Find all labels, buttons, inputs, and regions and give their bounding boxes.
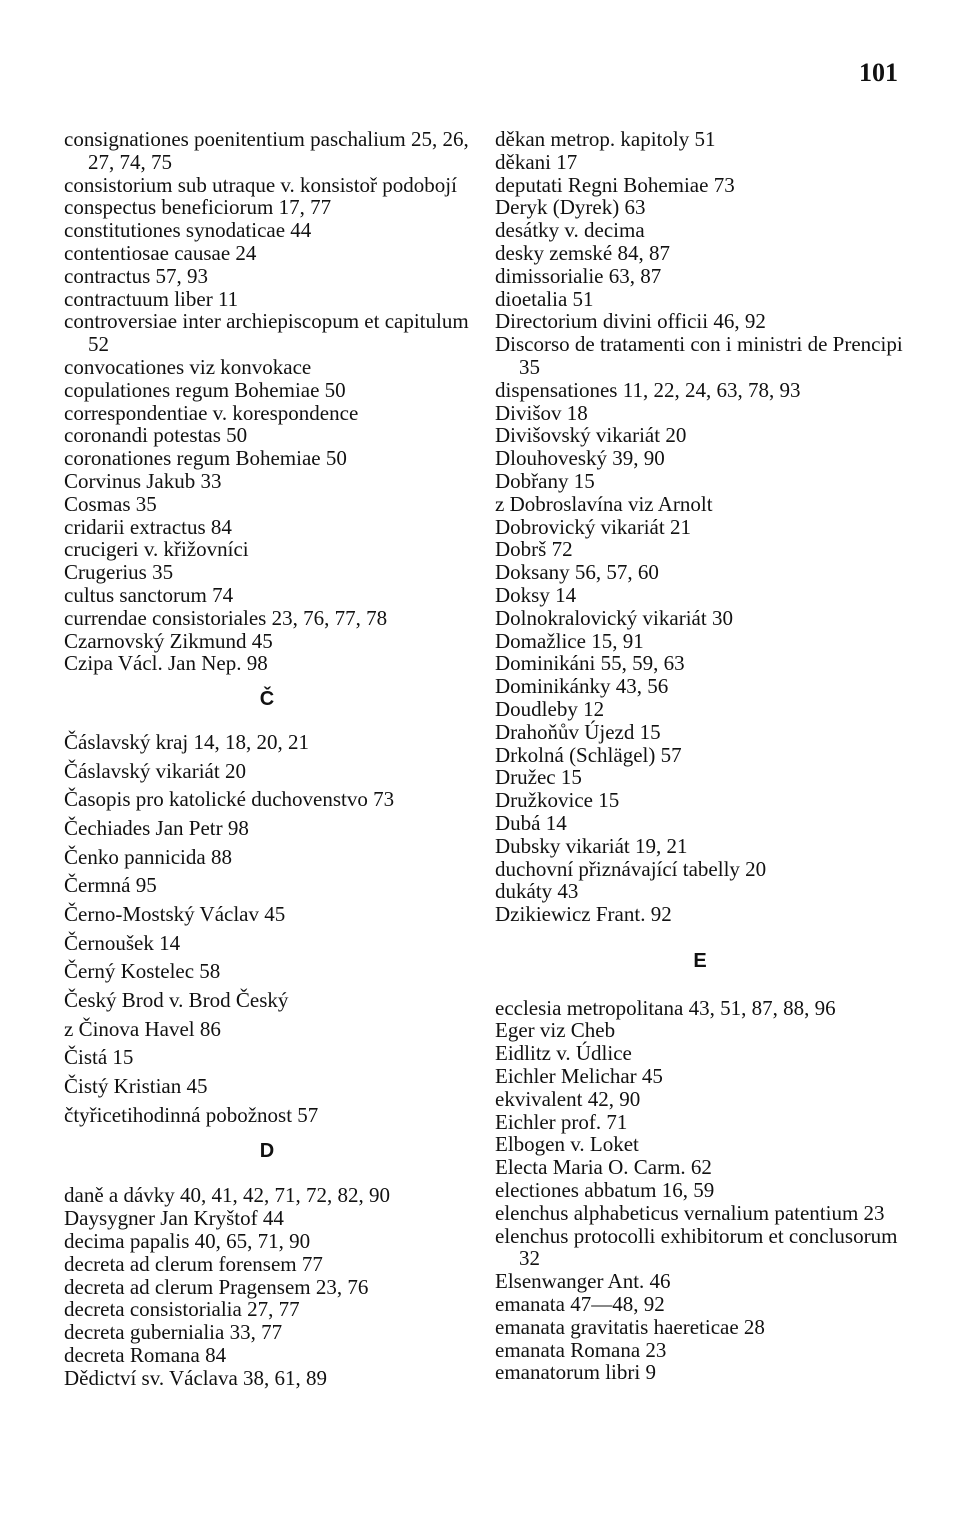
index-entry: decreta ad clerum Pragensem 23, 76 (64, 1274, 369, 1299)
index-entry: Eger viz Cheb (495, 1018, 616, 1043)
index-entry: contractus 57, 93 (64, 263, 209, 288)
index-entry: Čenko pannicida 88 (64, 844, 232, 869)
index-entry: Český Brod v. Brod Český (64, 988, 289, 1013)
section-heading-e: E (693, 949, 707, 972)
index-entry: coronationes regum Bohemiae 50 (64, 446, 347, 471)
index-entry: Doudleby 12 (495, 696, 605, 721)
index-entry: cridarii extractus 84 (64, 514, 232, 539)
index-entry: Dzikiewicz Frant. 92 (495, 902, 672, 927)
index-entry: Dlouhoveský 39, 90 (495, 446, 665, 471)
index-entry: Dědictví sv. Václava 38, 61, 89 (64, 1365, 328, 1390)
index-entry: Cosmas 35 (64, 491, 157, 516)
index-entry: Družkovice 15 (495, 788, 620, 813)
index-entry: Doksy 14 (495, 582, 577, 607)
index-entry: ekvivalent 42, 90 (495, 1086, 641, 1111)
index-entry: elenchus protocolli exhibitorum et conclusorum 32 (495, 1223, 898, 1271)
index-entry: electiones abbatum 16, 59 (495, 1178, 715, 1203)
index-entry: Dobrovický vikariát 21 (495, 514, 691, 539)
index-entry: consistorium sub utraque v. konsistoř podobojí (64, 172, 457, 197)
index-entry: Dobřany 15 (495, 468, 595, 493)
index-entry: emanata Romana 23 (495, 1337, 667, 1362)
index-entry: Czarnovský Zikmund 45 (64, 628, 273, 653)
index-entry: Divišov 18 (495, 400, 588, 425)
index-entry: z Činova Havel 86 (64, 1016, 221, 1041)
index-entry: copulationes regum Bohemiae 50 (64, 377, 346, 402)
index-entry: coronandi potestas 50 (64, 423, 248, 448)
index-entry: Černý Kostelec 58 (64, 959, 221, 984)
index-entry: Eichler prof. 71 (495, 1109, 628, 1134)
entries-d-right (495, 128, 905, 926)
index-entry: contractuum liber 11 (64, 286, 239, 311)
index-entry: Dubsky vikariát 19, 21 (495, 833, 688, 858)
index-entry: decreta gubernialia 33, 77 (64, 1320, 283, 1345)
index-entry: crucigeri v. křižovníci (64, 537, 249, 562)
page-number: 101 (859, 58, 898, 87)
index-entry: Čáslavský vikariát 20 (64, 758, 246, 783)
index-entry: currendae consistoriales 23, 76, 77, 78 (64, 605, 388, 630)
index-column-left (64, 128, 470, 1390)
section-heading-c-caron: Č (259, 688, 275, 711)
index-entry: Drahoňův Újezd 15 (495, 719, 661, 744)
index-entry: dioetalia 51 (495, 286, 594, 311)
index-entry: contentiosae causae 24 (64, 240, 257, 265)
index-entry: Dubá 14 (495, 810, 567, 835)
index-entry: correspondentiae v. korespondence (64, 400, 359, 425)
section-heading-d: D (259, 1139, 275, 1162)
entries-d-left (64, 1184, 470, 1389)
index-entry: emanatorum libri 9 (495, 1360, 656, 1385)
index-entry: Elsenwanger Ant. 46 (495, 1269, 671, 1294)
index-entry: Čáslavský kraj 14, 18, 20, 21 (64, 729, 309, 754)
index-entry: Czipa Václ. Jan Nep. 98 (64, 651, 268, 676)
index-entry: consignationes poenitentium paschalium 25, 26, 27, 74, 75 (64, 127, 469, 174)
index-entry: cultus sanctorum 74 (64, 582, 234, 607)
index-entry: Čistá 15 (64, 1045, 134, 1070)
index-entry: Daysygner Jan Kryštof 44 (64, 1206, 284, 1231)
index-entry: Eidlitz v. Údlice (495, 1041, 632, 1066)
index-entry: Domažlice 15, 91 (495, 628, 644, 653)
index-entry: Časopis pro katolické duchovenstvo 73 (64, 787, 395, 812)
entries-e (495, 997, 905, 1385)
index-entry: decreta ad clerum forensem 77 (64, 1251, 323, 1276)
index-entry: Dominikánky 43, 56 (495, 674, 669, 699)
index-entry: děkani 17 (495, 149, 578, 174)
index-entry: duchovní přiznávající tabelly 20 (495, 856, 767, 881)
index-entry: Čermná 95 (64, 873, 157, 898)
index-entry: Corvinus Jakub 33 (64, 468, 222, 493)
index-entry: Dobrš 72 (495, 537, 573, 562)
index-entry: constitutiones synodaticae 44 (64, 218, 312, 243)
index-entry: Discorso de tratamenti con i ministri de Prencipi 35 (495, 332, 903, 379)
index-entry: desátky v. decima (495, 218, 645, 243)
entries-c-caron (64, 731, 470, 1127)
index-entry: z Dobroslavína viz Arnolt (495, 491, 713, 516)
index-entry: Crugerius 35 (64, 560, 174, 585)
index-entry: convocationes viz konvokace (64, 354, 312, 379)
index-entry: deputati Regni Bohemiae 73 (495, 172, 735, 197)
index-entry: Černo-Mostský Václav 45 (64, 902, 286, 927)
index-entry: Černoušek 14 (64, 930, 181, 955)
index-entry: Elbogen v. Loket (495, 1132, 639, 1157)
index-entry: decima papalis 40, 65, 71, 90 (64, 1229, 311, 1254)
index-entry: Electa Maria O. Carm. 62 (495, 1155, 712, 1180)
index-column-right (495, 128, 905, 1384)
index-entry: emanata gravitatis haereticae 28 (495, 1314, 765, 1339)
index-entry: dukáty 43 (495, 879, 579, 904)
index-entry: čtyřicetihodinná pobožnost 57 (64, 1102, 319, 1127)
index-entry: Družec 15 (495, 765, 582, 790)
index-entry: Doksany 56, 57, 60 (495, 560, 659, 585)
index-entry: ecclesia metropolitana 43, 51, 87, 88, 96 (495, 995, 836, 1020)
index-entry: děkan metrop. kapitoly 51 (495, 127, 716, 151)
index-entry: Drkolná (Schlägel) 57 (495, 742, 682, 767)
index-entry: dispensationes 11, 22, 24, 63, 78, 93 (495, 377, 801, 402)
index-entry: Divišovský vikariát 20 (495, 423, 687, 448)
entries-c-latin (64, 128, 470, 675)
index-entry: Eichler Melichar 45 (495, 1064, 663, 1089)
index-entry: decreta Romana 84 (64, 1343, 227, 1368)
index-entry: desky zemské 84, 87 (495, 240, 670, 265)
index-entry: controversiae inter archiepiscopum et capitulum 52 (64, 309, 469, 357)
index-entry: Directorium divini officii 46, 92 (495, 309, 766, 334)
index-entry: Čechiades Jan Petr 98 (64, 815, 249, 840)
index-entry: Dominikáni 55, 59, 63 (495, 651, 685, 676)
index-entry: decreta consistorialia 27, 77 (64, 1297, 300, 1322)
index-entry: elenchus alphabeticus vernalium patentium 23 (495, 1200, 885, 1225)
index-entry: conspectus beneficiorum 17, 77 (64, 195, 332, 220)
index-entry: daně a dávky 40, 41, 42, 71, 72, 82, 90 (64, 1183, 391, 1208)
index-entry: Čistý Kristian 45 (64, 1074, 208, 1099)
index-entry: dimissorialie 63, 87 (495, 263, 662, 288)
index-entry: emanata 47—48, 92 (495, 1292, 665, 1317)
index-entry: Deryk (Dyrek) 63 (495, 195, 646, 220)
index-entry: Dolnokralovický vikariát 30 (495, 605, 733, 630)
